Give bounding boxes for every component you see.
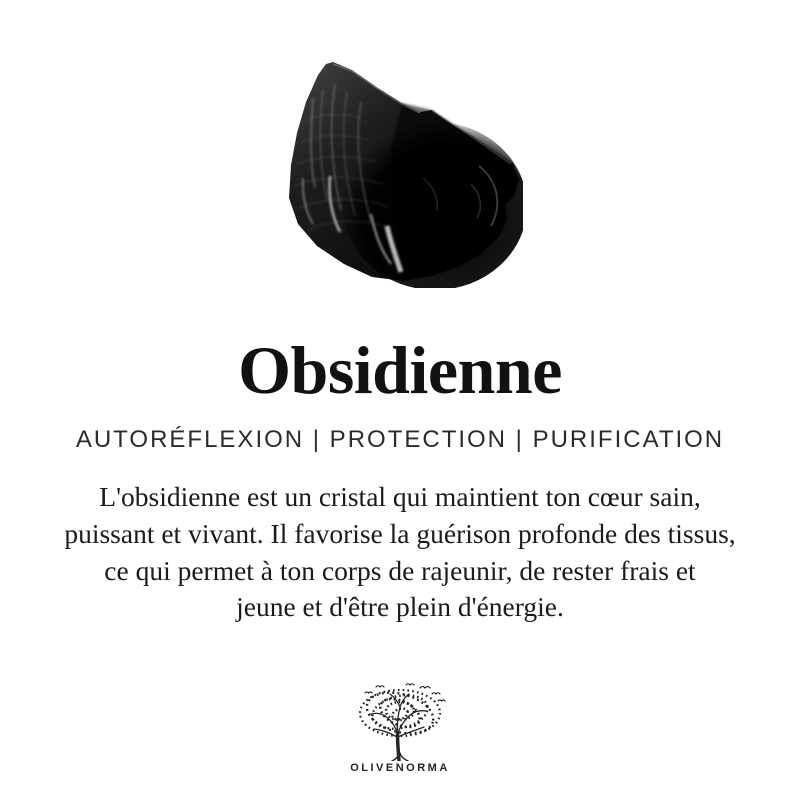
product-title: Obsidienne: [238, 332, 562, 408]
product-keywords: AUTORÉFLEXION | PROTECTION | PURIFICATION: [75, 426, 725, 453]
tree-with-birds-icon: [352, 683, 448, 761]
description-line-4: jeune et d'être plein d'énergie.: [236, 591, 564, 623]
description-line-2: puissant et vivant. Il favorise la guérison profonde des tissus,: [64, 517, 736, 549]
olivenorma-tree-logo-icon: [352, 683, 448, 761]
obsidian-stone-graphic: [283, 58, 523, 288]
product-description: [30, 479, 770, 626]
description-line-3: ce qui permet à ton corps de rajeunir, de rester frais et: [104, 554, 696, 586]
brand-name: OLIVENORMA: [350, 762, 450, 774]
obsidian-stone-image: [283, 58, 523, 288]
description-line-1: L'obsidienne est un cristal qui maintient ton cœur sain,: [99, 481, 701, 512]
